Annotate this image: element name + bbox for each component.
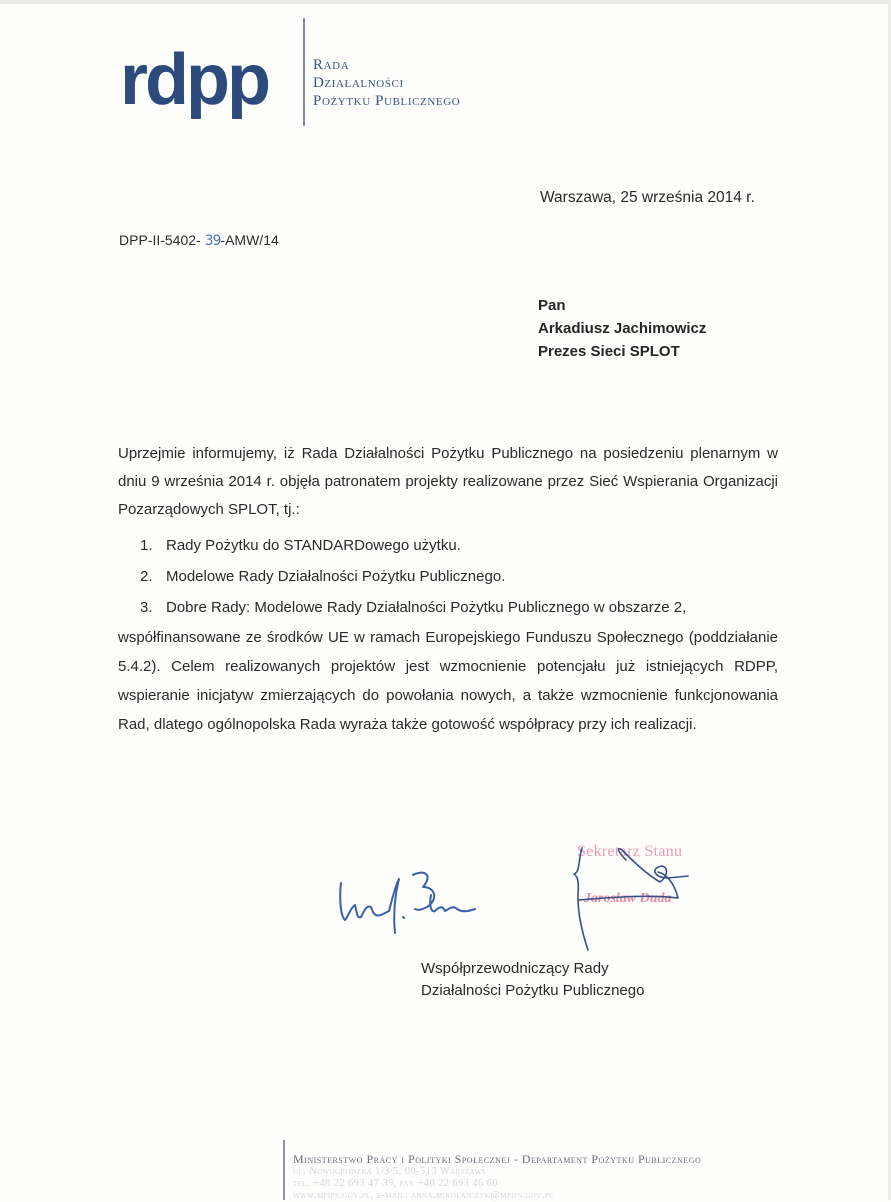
handwritten-signature-right <box>566 838 706 953</box>
logo-org-line: Pożytku Publicznego <box>313 93 461 109</box>
letterhead-logo <box>120 18 520 128</box>
footer-address: ul. Nowogrodzka 1/3/5, 00-513 Warszawa <box>293 1166 487 1177</box>
project-item <box>118 530 778 561</box>
project-item <box>118 561 778 592</box>
logo-org-name <box>313 56 460 110</box>
footer-ministry: Ministerstwo Pracy i Polityki Społecznej - Departament Pożytku Publicznego <box>293 1152 702 1166</box>
project-title: Rady Pożytku do STANDARDowego użytku. <box>166 537 461 554</box>
handwritten-signature-left <box>335 865 495 935</box>
footer-web: www.mpips.gov.pl, e-mail: anna.mikolajczyk@mpips.gov.pl <box>293 1190 554 1201</box>
footer-phone: tel. +48 22 693 47 39, fax +48 22 693 46 60 <box>293 1178 498 1189</box>
project-title: Dobre Rady: Modelowe Rady Działalności Pożytku Publicznego w obszarze 2, <box>166 599 687 616</box>
project-number: 1. <box>140 537 153 554</box>
stamp-title: Sekretarz Stanu <box>577 843 683 860</box>
logo-org-line: Rada <box>313 57 350 73</box>
project-item <box>118 592 778 623</box>
signer-title-line: Współprzewodniczący Rady <box>421 960 609 977</box>
logo-mark: rdpp <box>120 40 268 120</box>
project-number: 3. <box>140 599 153 616</box>
body-intro: Uprzejmie informujemy, iż Rada Działalności Pożytku Publicznego na posiedzeniu plenarnym w dniu 9 września 2014 r. objęła patronatem projekty realizowane przez Sieć Wspierania Organizacji Pozarządowych SPLOT, tj.: <box>118 445 778 518</box>
addressee-name: Arkadiusz Jachimowicz <box>538 320 707 337</box>
signer-title-line: Działalności Pożytku Publicznego <box>421 982 645 999</box>
addressee-block <box>538 294 706 363</box>
logo-org-line: Działalności <box>313 75 404 91</box>
place-date: Warszawa, 25 września 2014 r. <box>540 189 755 206</box>
letter-footer <box>293 1152 701 1202</box>
reference-number <box>119 230 279 251</box>
reference-handwritten-number: 39 <box>204 233 221 249</box>
project-title: Modelowe Rady Działalności Pożytku Publicznego. <box>166 568 506 585</box>
footer-divider <box>283 1140 285 1200</box>
addressee-salutation: Pan <box>538 297 566 314</box>
project-number: 2. <box>140 568 153 585</box>
letter-body <box>118 440 778 739</box>
scan-edge-top <box>0 0 891 4</box>
body-continuation: współfinansowane ze środków UE w ramach Europejskiego Funduszu Społecznego (poddziałanie 5.4.2). Celem realizowanych projektów jest wzmocnienie potencjału już istniejących RDPP, wspieranie inicjatyw zmierzających do powołania nowych, a także wzmocnienie funkcjonowania Rad, dlatego ogólnopolska Rada wyraża także gotowość współpracy przy ich realizacji. <box>118 629 778 733</box>
logo-divider <box>303 18 305 126</box>
reference-prefix: DPP-II-5402- <box>119 232 205 248</box>
addressee-title: Prezes Sieci SPLOT <box>538 343 680 360</box>
reference-suffix: -AMW/14 <box>220 232 279 248</box>
stamp-name: Jarosław Duda <box>584 891 672 906</box>
signer-title <box>421 958 644 1002</box>
project-list <box>118 530 778 623</box>
